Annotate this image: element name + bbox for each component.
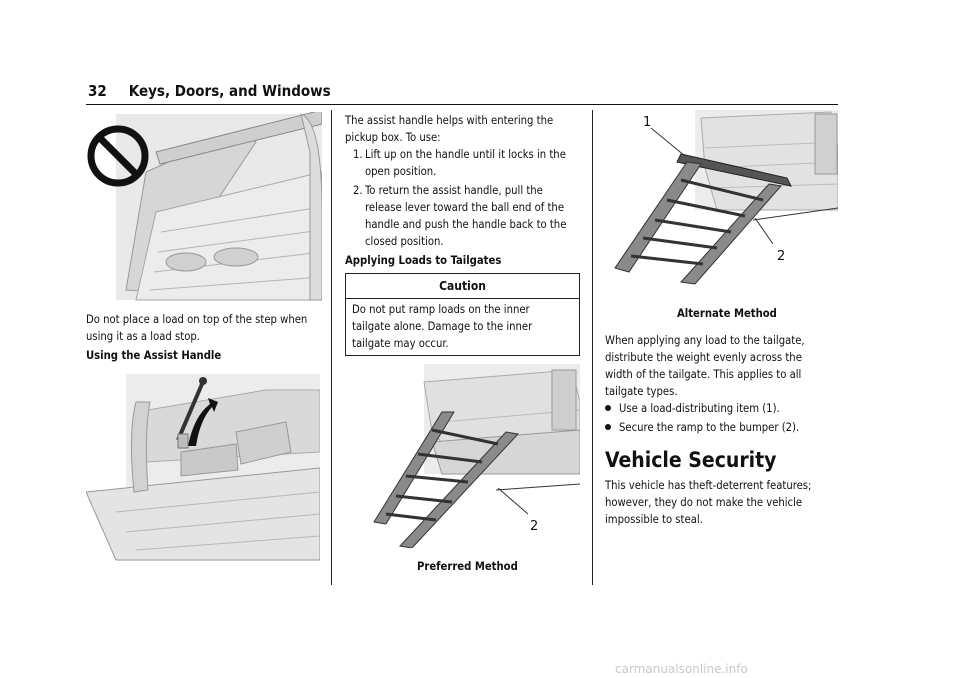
step-prohibited-figure bbox=[86, 112, 322, 302]
alternate-method-caption: Alternate Method bbox=[677, 307, 777, 320]
step-2-line2: release lever toward the ball end of the bbox=[365, 201, 565, 214]
assist-handle-heading: Using the Assist Handle bbox=[86, 349, 222, 362]
load-para-line-4: tailgate types. bbox=[605, 385, 678, 398]
page-number: 32 bbox=[88, 82, 107, 100]
bullet-item: Secure the ramp to the bumper (2). bbox=[605, 419, 799, 436]
step-1-number: 1. bbox=[353, 148, 363, 161]
loads-heading: Applying Loads to Tailgates bbox=[345, 254, 502, 267]
caution-line-3: tailgate may occur. bbox=[352, 337, 449, 350]
step-warning-text: Do not place a load on top of the step when using it as a load stop. bbox=[86, 313, 308, 343]
load-para-line-1: When applying any load to the tailgate, bbox=[605, 334, 805, 347]
vehicle-security-heading: Vehicle Security bbox=[605, 448, 777, 472]
bullet-item: Use a load-distributing item (1). bbox=[605, 400, 780, 417]
step-2-line1: To return the assist handle, pull the bbox=[365, 184, 543, 197]
step-1-line2: open position. bbox=[365, 165, 437, 178]
preferred-method-caption: Preferred Method bbox=[417, 560, 518, 573]
security-line-2: however, they do not make the vehicle bbox=[605, 496, 803, 509]
page-header bbox=[88, 82, 331, 100]
column-divider-2 bbox=[592, 110, 593, 585]
step-1-line1: Lift up on the handle until it locks in the bbox=[365, 148, 566, 161]
callout-2: 2 bbox=[530, 519, 539, 534]
caution-line-1: Do not put ramp loads on the inner bbox=[352, 303, 530, 316]
caution-line-2: tailgate alone. Damage to the inner bbox=[352, 320, 533, 333]
bullet-icon bbox=[605, 424, 611, 430]
step-2-number: 2. bbox=[353, 184, 363, 197]
alternate-method-figure bbox=[605, 108, 838, 288]
assist-handle-figure bbox=[86, 372, 320, 562]
section-title: Keys, Doors, and Windows bbox=[128, 82, 331, 100]
watermark: carmanualsonline.info bbox=[615, 662, 748, 676]
column-divider-1 bbox=[331, 110, 332, 585]
caution-box bbox=[345, 273, 580, 356]
step-2-line3: handle and push the handle back to the bbox=[365, 218, 567, 231]
load-para-line-2: distribute the weight evenly across the bbox=[605, 351, 802, 364]
security-line-3: impossible to steal. bbox=[605, 513, 703, 526]
header-rule bbox=[86, 104, 838, 105]
assist-intro: The assist handle helps with entering the pickup box. To use: bbox=[345, 114, 554, 144]
bullet-icon bbox=[605, 405, 611, 411]
security-line-1: This vehicle has theft-deterrent features; bbox=[605, 479, 812, 492]
load-para-line-3: width of the tailgate. This applies to all bbox=[605, 368, 802, 381]
callout-1: 1 bbox=[643, 115, 652, 130]
callout-2: 2 bbox=[777, 249, 786, 264]
caution-title: Caution bbox=[346, 274, 579, 299]
preferred-method-figure bbox=[372, 362, 580, 548]
step-2-line4: closed position. bbox=[365, 235, 444, 248]
